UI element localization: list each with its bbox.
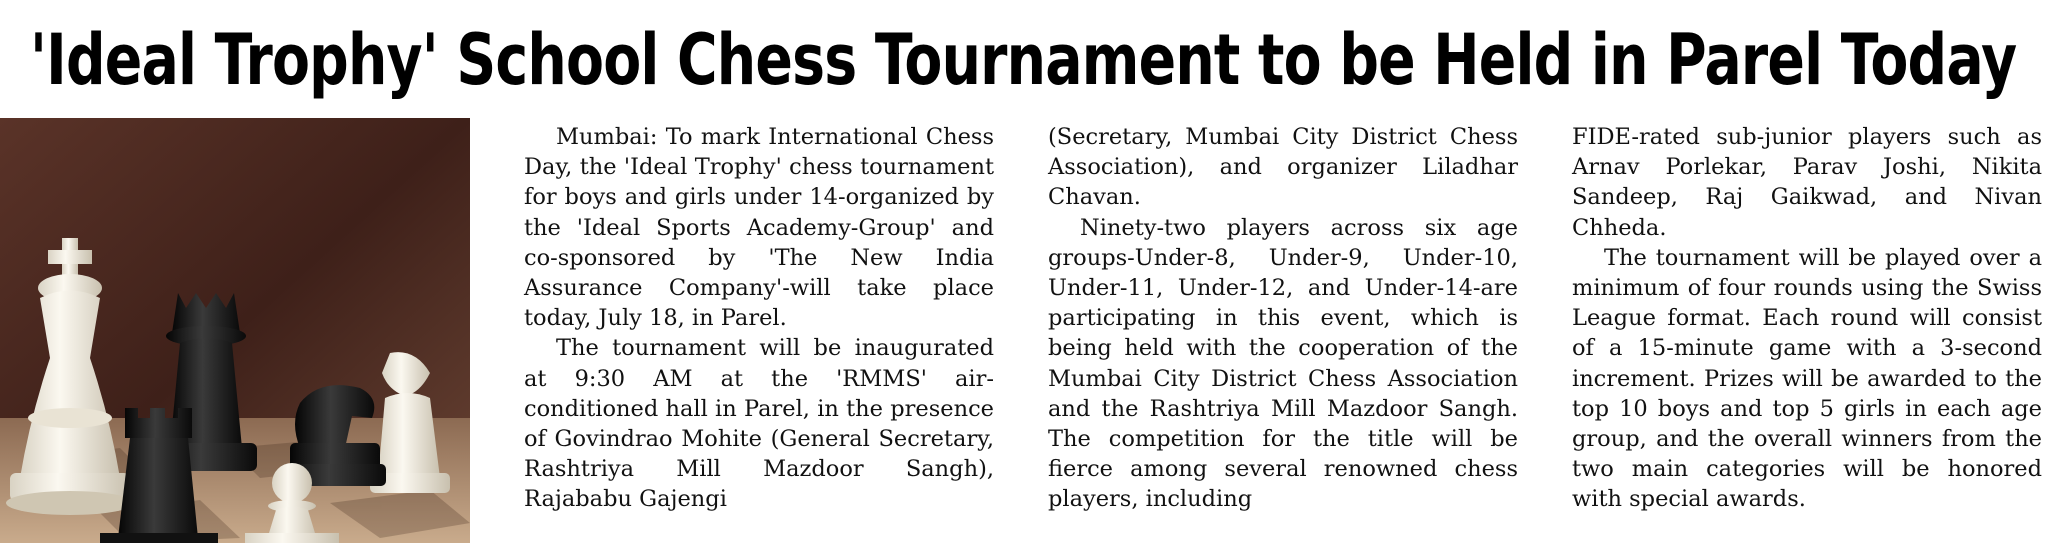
paragraph: The tournament will be played over a minimum of four rounds using the Swiss League format. Each round will consist of a 15-minute game with a 3-second increment. Prizes will be awarded to the top 10 boys and top 5 girls in each age group, and the overall winners from the two main categories will be honored with special awards. [1572,244,2042,513]
paragraph: The tournament will be inaugurated at 9:30 AM at the 'RMMS' air-conditioned hall in Parel, in the presence of Govindrao Mohite (General Secretary, Rashtriya Mill Mazdoor Sangh), Rajababu Gajengi [524,335,994,513]
headline: 'Ideal Trophy' School Chess Tournament to be Held in Parel Today [30,19,2017,101]
paragraph: (Secretary, Mumbai City District Chess Association), and organizer Liladhar Chavan. [1048,124,1518,211]
article-column-2 [1048,122,1518,515]
paragraph: Mumbai: To mark International Chess Day, the 'Ideal Trophy' chess tournament for boys and girls under 14-organized by the 'Ideal Sports Academy-Group' and co-sponsored by 'The New India Assurance Company'-will take place today, July 18, in Parel. [524,124,994,332]
article-column-3 [1572,122,2042,515]
paragraph: Ninety-two players across six age groups-Under-8, Under-9, Under-10, Under-11, Under-12, and Under-14-are participating in this event, which is being held with the cooperation of the Mumbai City District Chess Association and the Rashtriya Mill Mazdoor Sangh. The competition for the title will be fierce among several renowned chess players, including [1048,214,1518,513]
article-column-1 [524,122,994,515]
paragraph: FIDE-rated sub-junior players such as Arnav Porlekar, Parav Joshi, Nikita Sandeep, Raj Gaikwad, and Nivan Chheda. [1572,124,2042,241]
chess-pieces-photo [0,118,470,543]
headline-container [0,14,2047,106]
